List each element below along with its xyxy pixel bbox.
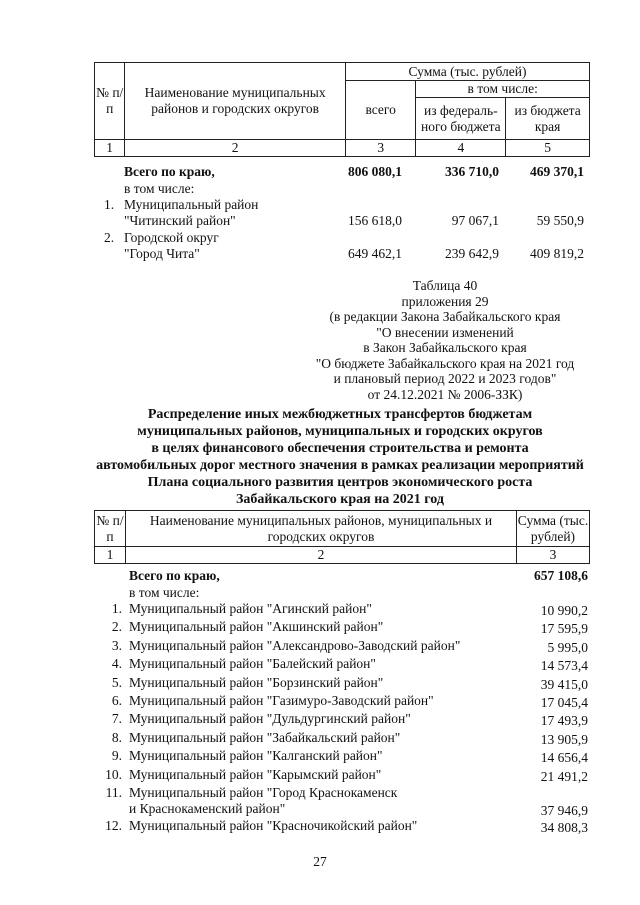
row-name: Муниципальный район "Газимуро-Заводский район" bbox=[129, 692, 434, 708]
table1-header-total: всего bbox=[345, 81, 415, 140]
table2-colnum: 1 bbox=[95, 547, 126, 564]
row-num: 1. bbox=[111, 601, 122, 616]
row-num: 3. bbox=[111, 637, 122, 653]
row-value: 37 946,9 bbox=[540, 803, 588, 818]
table-row bbox=[0, 711, 640, 729]
row-name: Муниципальный район "Борзинский район" bbox=[129, 674, 384, 690]
row-name: Муниципальный район "Акшинский район" bbox=[129, 619, 384, 635]
note-line: и плановый период 2022 и 2023 годов" bbox=[333, 371, 557, 386]
row-value: 21 491,2 bbox=[540, 768, 588, 784]
table2-rows bbox=[0, 601, 640, 785]
table1-colnum: 5 bbox=[506, 140, 590, 157]
row-name: Муниципальный район "Калганский район" bbox=[129, 748, 383, 764]
row-name: Муниципальный район "Карымский район" bbox=[129, 766, 382, 782]
row-value: 34 808,3 bbox=[540, 820, 588, 835]
row-name-line2: и Краснокаменский район" bbox=[129, 801, 286, 816]
table-row bbox=[0, 656, 640, 674]
table1-row-regional: 59 550,9 bbox=[536, 213, 584, 228]
table2-total-value: 657 108,6 bbox=[534, 568, 588, 583]
row-name: Муниципальный район "Красночикойский район" bbox=[129, 818, 418, 833]
table1-incl-label: в том числе: bbox=[124, 181, 195, 196]
title-line: Забайкальского края на 2021 год bbox=[236, 492, 444, 507]
table-row bbox=[0, 693, 640, 711]
table1-header-sum: Сумма (тыс. рублей) bbox=[345, 63, 589, 81]
row-value: 14 573,4 bbox=[540, 658, 588, 674]
row-value: 5 995,0 bbox=[547, 639, 588, 655]
table-row bbox=[0, 619, 640, 637]
note-line: в Закон Забайкальского края bbox=[363, 340, 527, 355]
table1-header-num: № п/п bbox=[95, 63, 125, 140]
note-line: от 24.12.2021 № 2006-ЗЗК) bbox=[367, 386, 523, 402]
row-name: Муниципальный район "Агинский район" bbox=[129, 601, 372, 616]
title-line: муниципальных районов, муниципальных и городских округов bbox=[137, 424, 543, 439]
table1-row-federal: 97 067,1 bbox=[451, 213, 499, 228]
table1-header bbox=[94, 62, 590, 157]
row-num: 2. bbox=[111, 619, 122, 635]
note-line: приложения 29 bbox=[401, 293, 489, 309]
row-value: 13 905,9 bbox=[540, 731, 588, 747]
row-num: 8. bbox=[111, 729, 122, 745]
row-name-line1: Муниципальный район "Город Краснокаменск bbox=[129, 785, 398, 800]
table1-header-incl: в том числе: bbox=[416, 81, 590, 98]
row-value: 10 990,2 bbox=[540, 603, 588, 618]
note-line: "О внесении изменений bbox=[376, 324, 514, 340]
document-title bbox=[70, 406, 610, 508]
table1-header-federal: из федераль-ного бюджета bbox=[416, 98, 506, 140]
table1-total-federal: 336 710,0 bbox=[445, 164, 499, 179]
table2-incl-label: в том числе: bbox=[129, 585, 200, 600]
row-name: Муниципальный район "Балейский район" bbox=[129, 656, 376, 672]
row-value: 39 415,0 bbox=[540, 676, 588, 692]
row-num: 11. bbox=[105, 785, 122, 800]
table-row bbox=[0, 767, 640, 785]
row-value: 17 595,9 bbox=[540, 621, 588, 637]
row-num: 7. bbox=[111, 711, 122, 727]
table2-colnum: 3 bbox=[517, 547, 590, 564]
title-line: автомобильных дорог местного значения в рамках реализации мероприятий bbox=[96, 458, 584, 473]
table1-row-federal: 239 642,9 bbox=[445, 246, 499, 261]
table1-total-all: 806 080,1 bbox=[348, 164, 402, 179]
table-row bbox=[0, 601, 640, 619]
row-value: 17 493,9 bbox=[540, 713, 588, 729]
table1-row-name-line1: Муниципальный район bbox=[124, 197, 259, 212]
row-name: Муниципальный район "Забайкальский район" bbox=[129, 729, 401, 745]
table2-colnum: 2 bbox=[126, 547, 517, 564]
table1-total-regional: 469 370,1 bbox=[530, 164, 584, 179]
table1-total-label: Всего по краю, bbox=[124, 164, 215, 179]
table2-header-num: № п/п bbox=[95, 511, 126, 547]
table1-colnum: 3 bbox=[345, 140, 415, 157]
row-value: 14 656,4 bbox=[540, 750, 588, 766]
table2-header-sum: Сумма (тыс. рублей) bbox=[517, 511, 590, 547]
note-line: Таблица 40 bbox=[412, 278, 478, 293]
table-note bbox=[300, 278, 590, 402]
note-line: (в редакции Закона Забайкальского края bbox=[329, 309, 561, 324]
table1-colnum: 1 bbox=[95, 140, 125, 157]
row-num: 9. bbox=[111, 748, 122, 764]
row-num: 4. bbox=[111, 656, 122, 672]
row-num: 12. bbox=[105, 818, 122, 833]
table2-header bbox=[94, 510, 590, 564]
table1-colnum: 4 bbox=[416, 140, 506, 157]
table-row bbox=[0, 748, 640, 766]
table-row bbox=[0, 638, 640, 656]
row-num: 5. bbox=[111, 674, 122, 690]
title-line: в целях финансового обеспечения строительства и ремонта bbox=[151, 441, 529, 456]
row-name: Муниципальный район "Дульдургинский район" bbox=[129, 711, 411, 727]
page-number: 27 bbox=[313, 854, 327, 869]
row-num: 10. bbox=[105, 766, 122, 782]
table1-row-name-line1: Городской округ bbox=[124, 230, 219, 245]
table-row bbox=[0, 675, 640, 693]
table1-row-num: 2. bbox=[104, 230, 115, 245]
table1-row-name-line2: "Читинский район" bbox=[124, 213, 236, 228]
table1-row-name-line2: "Город Чита" bbox=[124, 246, 200, 261]
row-name: Муниципальный район "Александрово-Заводский район" bbox=[129, 637, 461, 653]
row-num: 6. bbox=[111, 692, 122, 708]
title-line: Распределение иных межбюджетных трансфертов бюджетам bbox=[147, 407, 533, 422]
table-row bbox=[0, 730, 640, 748]
title-line: Плана социального развития центров экономического роста bbox=[147, 475, 533, 490]
table2-total-label: Всего по краю, bbox=[129, 568, 220, 583]
table1-colnum: 2 bbox=[125, 140, 346, 157]
table1-row-total: 649 462,1 bbox=[348, 246, 402, 261]
table1-row-total: 156 618,0 bbox=[348, 213, 402, 228]
table1-header-name: Наименование муниципальных районов и городских округов bbox=[125, 63, 346, 140]
table2-header-name: Наименование муниципальных районов, муниципальных и городских округов bbox=[126, 511, 517, 547]
table1-row-num: 1. bbox=[104, 197, 115, 212]
table1-row-regional: 409 819,2 bbox=[530, 246, 584, 261]
note-line: "О бюджете Забайкальского края на 2021 год bbox=[315, 355, 575, 371]
table1-header-regional: из бюджета края bbox=[506, 98, 590, 140]
row-value: 17 045,4 bbox=[540, 694, 588, 710]
